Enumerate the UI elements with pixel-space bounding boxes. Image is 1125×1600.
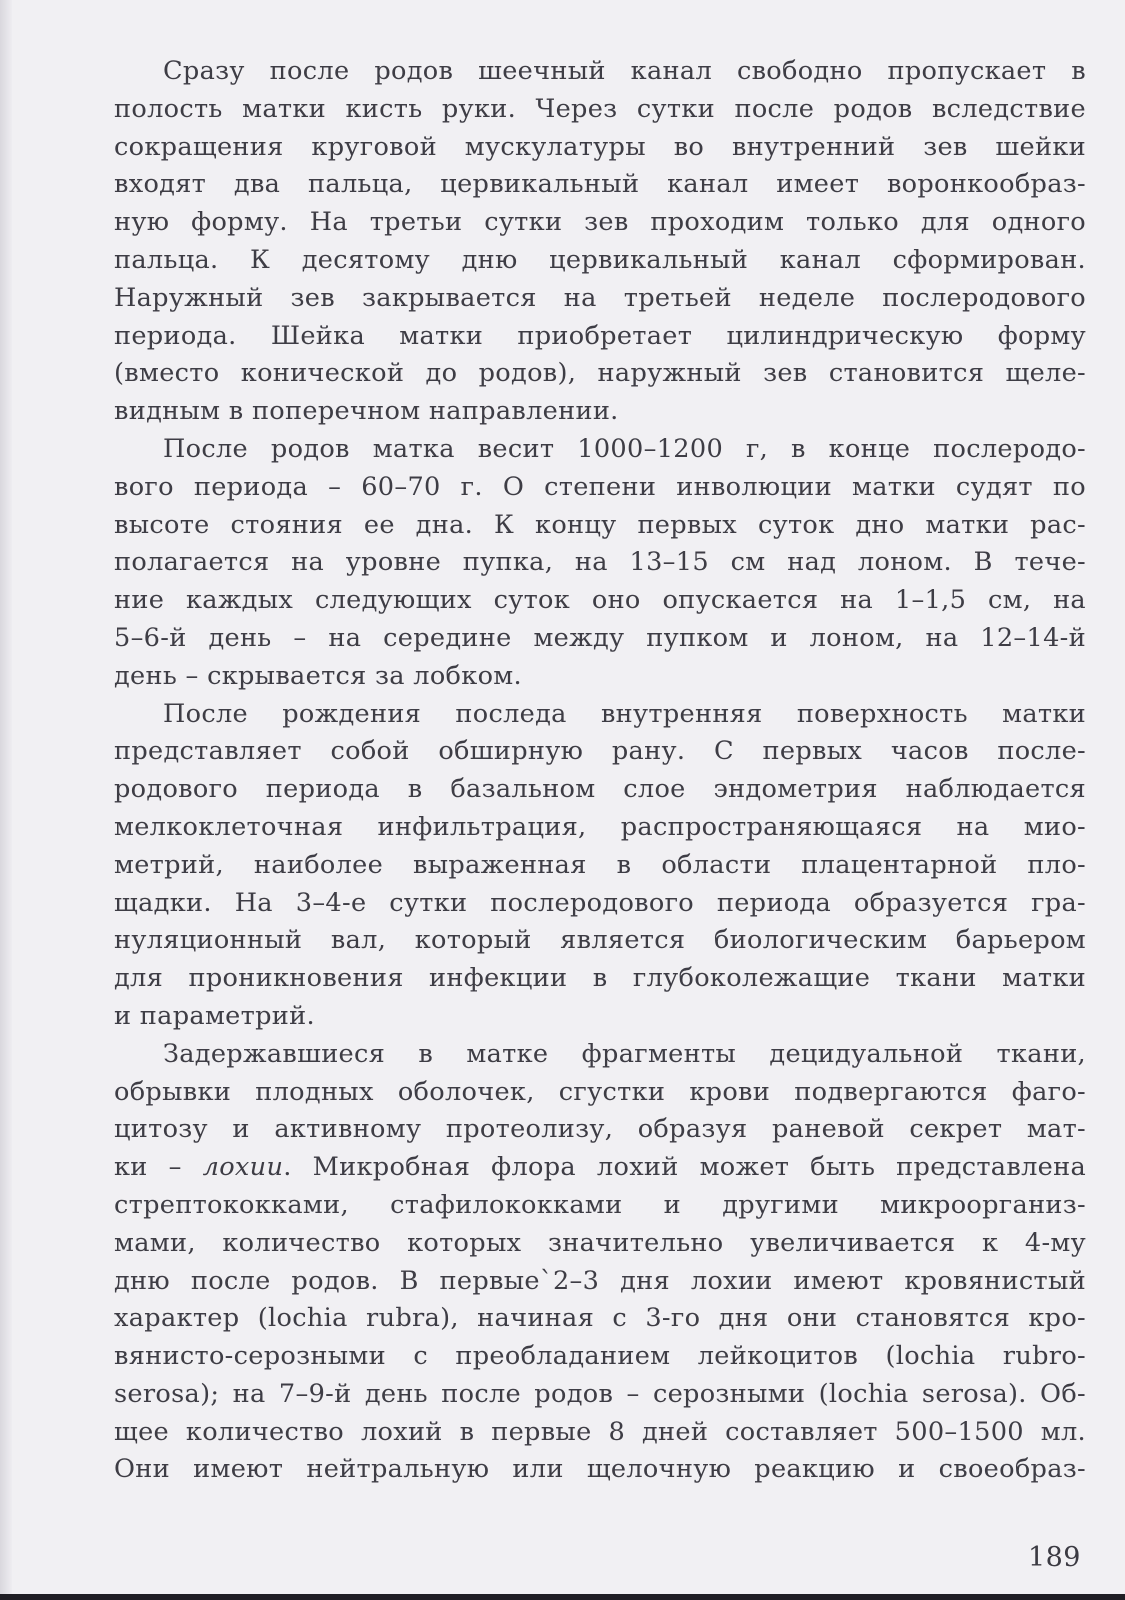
paragraph-lochia	[114, 1036, 1086, 1490]
text-line: входят два пальца, цервикальный канал имеет воронкообраз-	[114, 169, 1086, 200]
text-line: ную форму. На третьи сутки зев проходим только для одного	[114, 207, 1086, 238]
paragraph-inner-surface	[114, 696, 1086, 1036]
text-line: 5–6-й день – на середине между пупком и лоном, на 12–14-й	[114, 622, 1086, 653]
text-line: стрептококками, стафилококками и другими микроорганиз-	[114, 1189, 1086, 1220]
text-line: высоте стояния ее дна. К концу первых суток дно матки рас-	[114, 509, 1086, 540]
text-line: полость матки кисть руки. Через сутки после родов вследствие	[114, 93, 1086, 124]
text-line: и параметрий.	[114, 1000, 315, 1031]
text-line: метрий, наиболее выраженная в области плацентарной пло-	[114, 849, 1086, 880]
text-line: периода. Шейка матки приобретает цилиндрическую форму	[114, 320, 1086, 351]
scan-bottom-edge	[0, 1594, 1125, 1600]
text-line: полагается на уровне пупка, на 13–15 см над лоном. В тече-	[114, 547, 1086, 578]
text-line: мами, количество которых значительно увеличивается к 4-му	[114, 1227, 1086, 1258]
page-body	[114, 53, 1086, 1489]
paragraph-cervix	[114, 53, 1086, 431]
text-line: сокращения круговой мускулатуры во внутренний зев шейки	[114, 131, 1086, 162]
text-line: ки – лохии. Микробная флора лохий может быть представлена	[114, 1152, 1086, 1183]
text-line: serosa); на 7–9-й день после родов – серозными (lochia serosa). Об-	[114, 1378, 1086, 1409]
page-number: 189	[1027, 1542, 1081, 1573]
text-line: дню после родов. В первые`2–3 дня лохии имеют кровянистый	[114, 1265, 1086, 1296]
paragraph-uterus-weight	[114, 431, 1086, 696]
scan-left-edge	[0, 0, 12, 1600]
text-line: видным в поперечном направлении.	[114, 396, 619, 427]
text-line: представляет собой обширную рану. С первых часов после-	[114, 736, 1086, 767]
text-line: Задержавшиеся в матке фрагменты децидуальной ткани,	[163, 1038, 1086, 1069]
text-line: цитозу и активному протеолизу, образуя раневой секрет мат-	[114, 1114, 1086, 1145]
text-line: щее количество лохий в первые 8 дней составляет 500–1500 мл.	[114, 1416, 1086, 1447]
text-line: мелкоклеточная инфильтрация, распространяющаяся на мио-	[114, 811, 1086, 842]
text-line: вянисто-серозными с преобладанием лейкоцитов (lochia rubro-	[114, 1341, 1086, 1372]
text-line: Сразу после родов шеечный канал свободно пропускает в	[163, 56, 1086, 86]
text-line: После рождения последа внутренняя поверхность матки	[163, 698, 1086, 729]
text-line: Они имеют нейтральную или щелочную реакцию и своеобраз-	[114, 1454, 1086, 1485]
text-line: для проникновения инфекции в глубоколежащие ткани матки	[114, 963, 1086, 994]
text-line: Наружный зев закрывается на третьей неделе послеродового	[114, 282, 1086, 313]
text-line: нуляционный вал, который является биологическим барьером	[114, 925, 1086, 956]
text-line: день – скрывается за лобком.	[114, 660, 522, 691]
text-line: характер (lochia rubra), начиная с 3-го дня они становятся кро-	[114, 1303, 1086, 1334]
text-line: родового периода в базальном слое эндометрия наблюдается	[114, 774, 1086, 805]
text-line: (вместо конической до родов), наружный зев становится щеле-	[114, 358, 1086, 389]
text-line: щадки. На 3–4-е сутки послеродового периода образуется гра-	[114, 887, 1086, 918]
text-line: После родов матка весит 1000–1200 г, в конце послеродо-	[163, 433, 1086, 464]
text-line: пальца. К десятому дню цервикальный канал сформирован.	[114, 244, 1086, 275]
text-line: ние каждых следующих суток оно опускается на 1–1,5 см, на	[114, 585, 1086, 616]
text-line: вого периода – 60–70 г. О степени инволюции матки судят по	[114, 471, 1086, 502]
text-line: обрывки плодных оболочек, сгустки крови подвергаются фаго-	[114, 1076, 1086, 1107]
